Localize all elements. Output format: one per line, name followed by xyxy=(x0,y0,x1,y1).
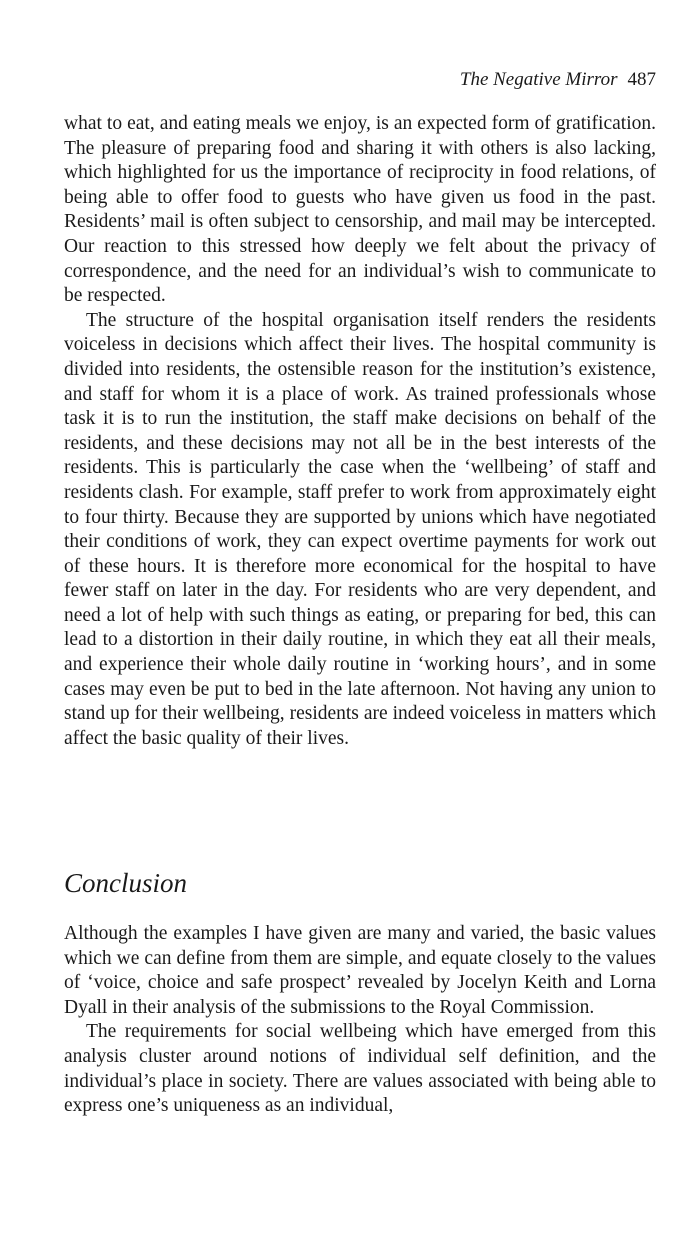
section-heading: Conclusion xyxy=(64,868,188,898)
running-head-title: The Negative Mirror xyxy=(459,69,618,90)
paragraph: The requirements for social wellbeing which have emerged from this analysis cluster around notions of individual self definition, and the individual’s place in society. There are values associated with being able to express one’s uniqueness as an individual, xyxy=(64,1021,656,1117)
paragraph: Although the examples I have given are many and varied, the basic values which we can define from them are simple, and equate closely to the values of ‘voice, choice and safe prospect’ revealed by Jocelyn Keith and Lorna Dyall in their analysis of the submissions to the Royal Commission. xyxy=(64,923,656,1018)
body-text-conclusion xyxy=(64,922,656,1119)
running-head xyxy=(460,68,656,92)
body-text-top xyxy=(64,112,656,751)
paragraph: The structure of the hospital organisation itself renders the residents voiceless in decisions which affect their lives. The hospital community is divided into residents, the ostensible reason for the institution’s existence, and staff for whom it is a place of work. As trained professionals whose task it is to run the institution, the staff make decisions on behalf of the residents, and these decisions may not all be in the best interests of the residents. This is particularly the case when the ‘wellbeing’ of staff and residents clash. For example, staff prefer to work from approximately eight to four thirty. Because they are supported by unions which have negotiated their conditions of work, they can expect overtime payments for work out of these hours. It is therefore more economical for the hospital to have fewer staff on later in the day. For residents who are very dependent, and need a lot of help with such things as eating, or preparing for bed, this can lead to a distortion in their daily routine, in which they eat all their meals, and experience their whole daily routine in ‘working hours’, and in some cases may even be put to bed in the late afternoon. Not having any union to stand up for their wellbeing, residents are indeed voiceless in matters which affect the basic quality of their lives. xyxy=(64,309,656,749)
page-number: 487 xyxy=(627,69,656,90)
paragraph: what to eat, and eating meals we enjoy, is an expected form of gratification. The pleasure of preparing food and sharing it with others is also lacking, which highlighted for us the importance of reciprocity in food relations, of being able to offer food to guests who have given us food in the past. Residents’ mail is often subject to censorship, and mail may be intercepted. Our reaction to this stressed how deeply we felt about the privacy of correspondence, and the need for an individual’s wish to communicate to be respected. xyxy=(64,113,656,307)
